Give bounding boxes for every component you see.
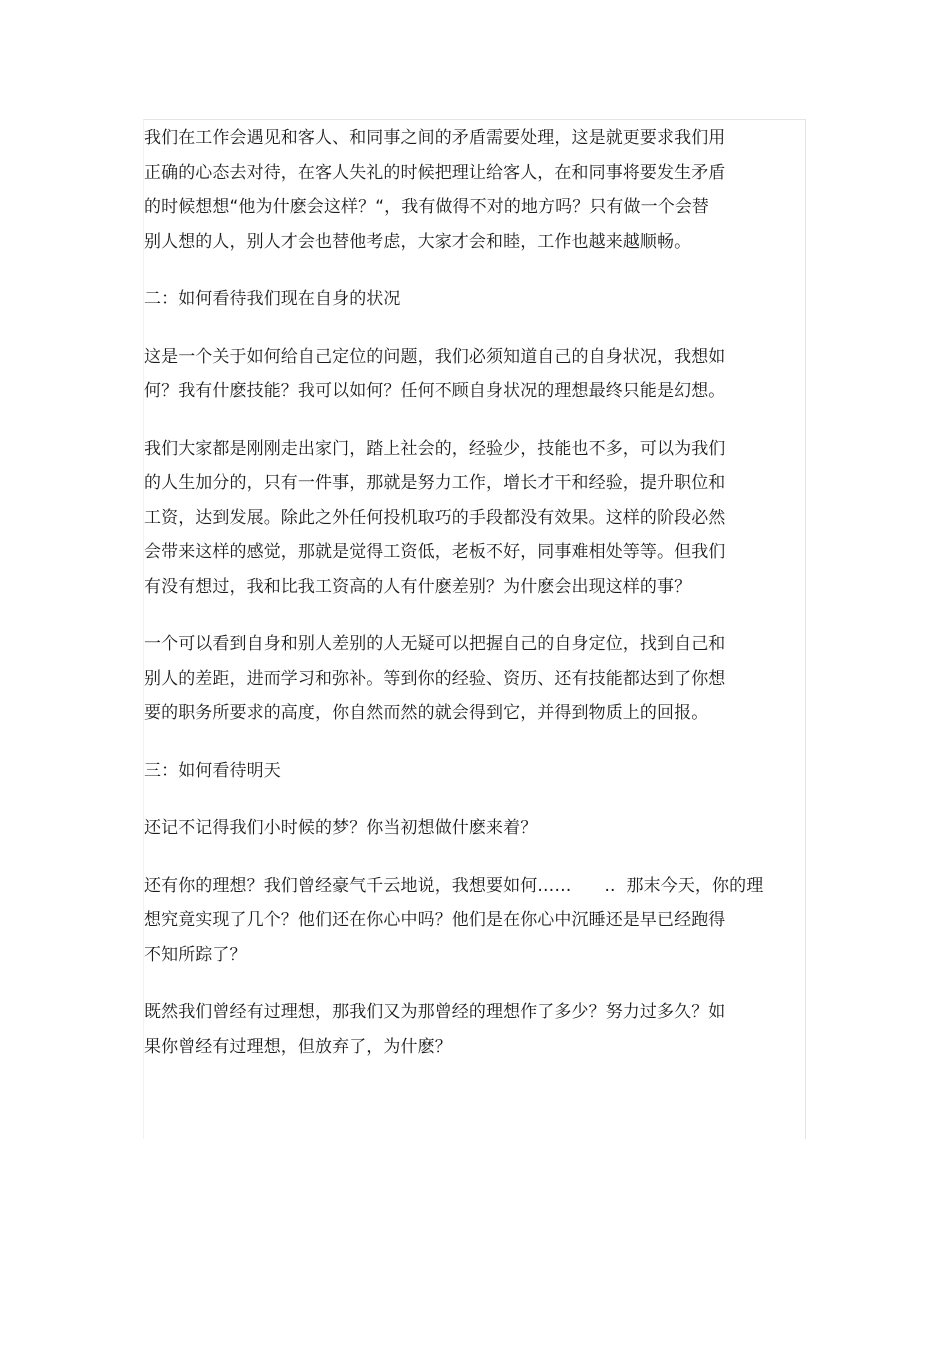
text-line: 工资，达到发展。除此之外任何投机取巧的手段都没有效果。这样的阶段必然: [144, 507, 726, 528]
text-line: 别人想的人，别人才会也替他考虑，大家才会和睦，工作也越来越顺畅。: [144, 231, 692, 252]
text-line: 别人的差距，进而学习和弥补。等到你的经验、资历、还有技能都达到了你想: [144, 668, 726, 689]
text-line: 有没有想过，我和比我工资高的人有什麽差别？为什麽会出现这样的事？: [144, 576, 692, 597]
text-line: 要的职务所要求的高度，你自然而然的就会得到它，并得到物质上的回报。: [144, 703, 709, 723]
text-line: 想究竟实现了几个？他们还在你心中吗？他们是在你心中沉睡还是早已经跑得: [144, 910, 726, 930]
text-line: 的人生加分的，只有一件事，那就是努力工作，增长才干和经验，提升职位和: [144, 473, 726, 493]
text-line: 的时候想想“他为什麽会这样？“，我有做得不对的地方吗？只有做一个会替: [144, 197, 710, 217]
text-line: 还有你的理想？我们曾经豪气千云地说，我想要如何…… .. 那末今天，你的理: [144, 875, 764, 896]
paragraph-ideals: [144, 869, 804, 973]
text-line: 会带来这样的感觉，那就是觉得工资低，老板不好，同事难相处等等。但我们: [144, 542, 726, 562]
section-heading-three: [144, 754, 804, 789]
paragraph-childhood-dream: [144, 811, 804, 846]
text-line: 何？我有什麽技能？我可以如何？任何不顾自身状况的理想最终只能是幻想。: [144, 381, 726, 401]
section-heading-two: [144, 282, 804, 317]
text-line: 我们在工作会遇见和客人、和同事之间的矛盾需要处理，这是就更要求我们用: [144, 128, 726, 148]
text-line: 正确的心态去对待，在客人失礼的时候把理让给客人，在和同事将要发生矛盾: [144, 162, 726, 183]
text-line: 还记不记得我们小时候的梦？你当初想做什麽来着？: [144, 818, 538, 838]
document-body: [144, 121, 804, 1087]
text-line: 这是一个关于如何给自己定位的问题，我们必须知道自己的自身状况，我想如: [144, 346, 726, 367]
text-line: 不知所踪了？: [144, 944, 247, 965]
text-line: 我们大家都是刚刚走出家门，踏上社会的，经验少，技能也不多，可以为我们: [144, 438, 726, 459]
paragraph-conflicts: [144, 121, 804, 259]
text-line: 一个可以看到自身和别人差别的人无疑可以把握自己的自身定位，找到自己和: [144, 634, 726, 654]
paragraph-differences: [144, 627, 804, 731]
paragraph-hard-work: [144, 432, 804, 605]
text-line: 果你曾经有过理想，但放弃了，为什麽？: [144, 1036, 452, 1057]
paragraph-gave-up: [144, 995, 804, 1064]
heading-text: 二：如何看待我们现在自身的状况: [144, 289, 401, 309]
paragraph-positioning: [144, 340, 804, 409]
heading-text: 三：如何看待明天: [144, 760, 281, 781]
text-line: 既然我们曾经有过理想，那我们又为那曾经的理想作了多少？努力过多久？如: [144, 1002, 726, 1022]
